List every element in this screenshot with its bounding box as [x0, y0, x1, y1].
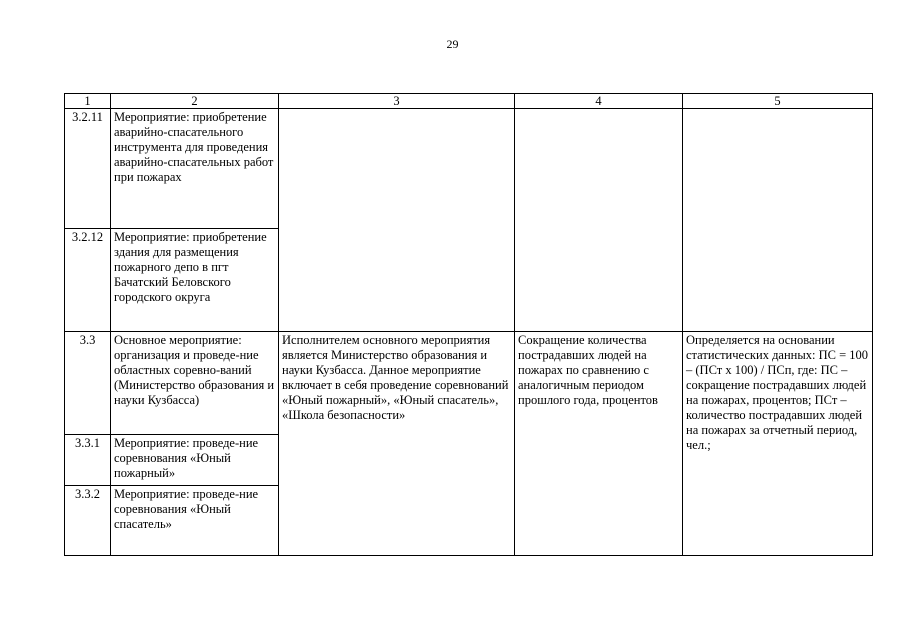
column-header: 2	[111, 94, 279, 109]
event-cell: Мероприятие: проведе-ние соревнования «Юный пожарный»	[111, 435, 279, 486]
event-cell: Мероприятие: приобретение аварийно-спасательного инструмента для проведения аварийно-спасательных работ при пожарах	[111, 109, 279, 229]
empty-cell	[515, 109, 683, 332]
table-header-row	[65, 94, 873, 109]
empty-cell	[683, 109, 873, 332]
executor-cell: Исполнителем основного мероприятия является Министерство образования и науки Кузбасса. Данное мероприятие включает в себя проведение соревнований «Юный пожарный», «Юный спасатель», «Школа безопасности»	[279, 332, 515, 556]
column-header: 5	[683, 94, 873, 109]
table-row	[65, 332, 873, 435]
event-cell: Мероприятие: проведе-ние соревнования «Юный спасатель»	[111, 486, 279, 556]
column-header: 4	[515, 94, 683, 109]
table-row	[65, 109, 873, 229]
column-header: 1	[65, 94, 111, 109]
method-cell: Определяется на основании статистических данных: ПС = 100 – (ПСт х 100) / ПСп, где: ПС – сокращение пострадавших людей на пожарах, процентов; ПСт – количество пострадавших людей на пожарах за отчетный период, чел.;	[683, 332, 873, 556]
row-number: 3.3.2	[65, 486, 111, 556]
row-number: 3.3.1	[65, 435, 111, 486]
program-table	[64, 93, 873, 556]
column-header: 3	[279, 94, 515, 109]
empty-cell	[279, 109, 515, 332]
event-cell: Мероприятие: приобретение здания для размещения пожарного депо в пгт Бачатский Беловского городского округа	[111, 229, 279, 332]
page-number: 29	[446, 37, 459, 51]
row-number: 3.2.11	[65, 109, 111, 229]
row-number: 3.2.12	[65, 229, 111, 332]
row-number: 3.3	[65, 332, 111, 435]
event-cell: Основное мероприятие: организация и проведе-ние областных соревно-ваний (Министерство образования и науки Кузбасса)	[111, 332, 279, 435]
indicator-cell: Сокращение количества пострадавших людей на пожарах по сравнению с аналогичным периодом прошлого года, процентов	[515, 332, 683, 556]
